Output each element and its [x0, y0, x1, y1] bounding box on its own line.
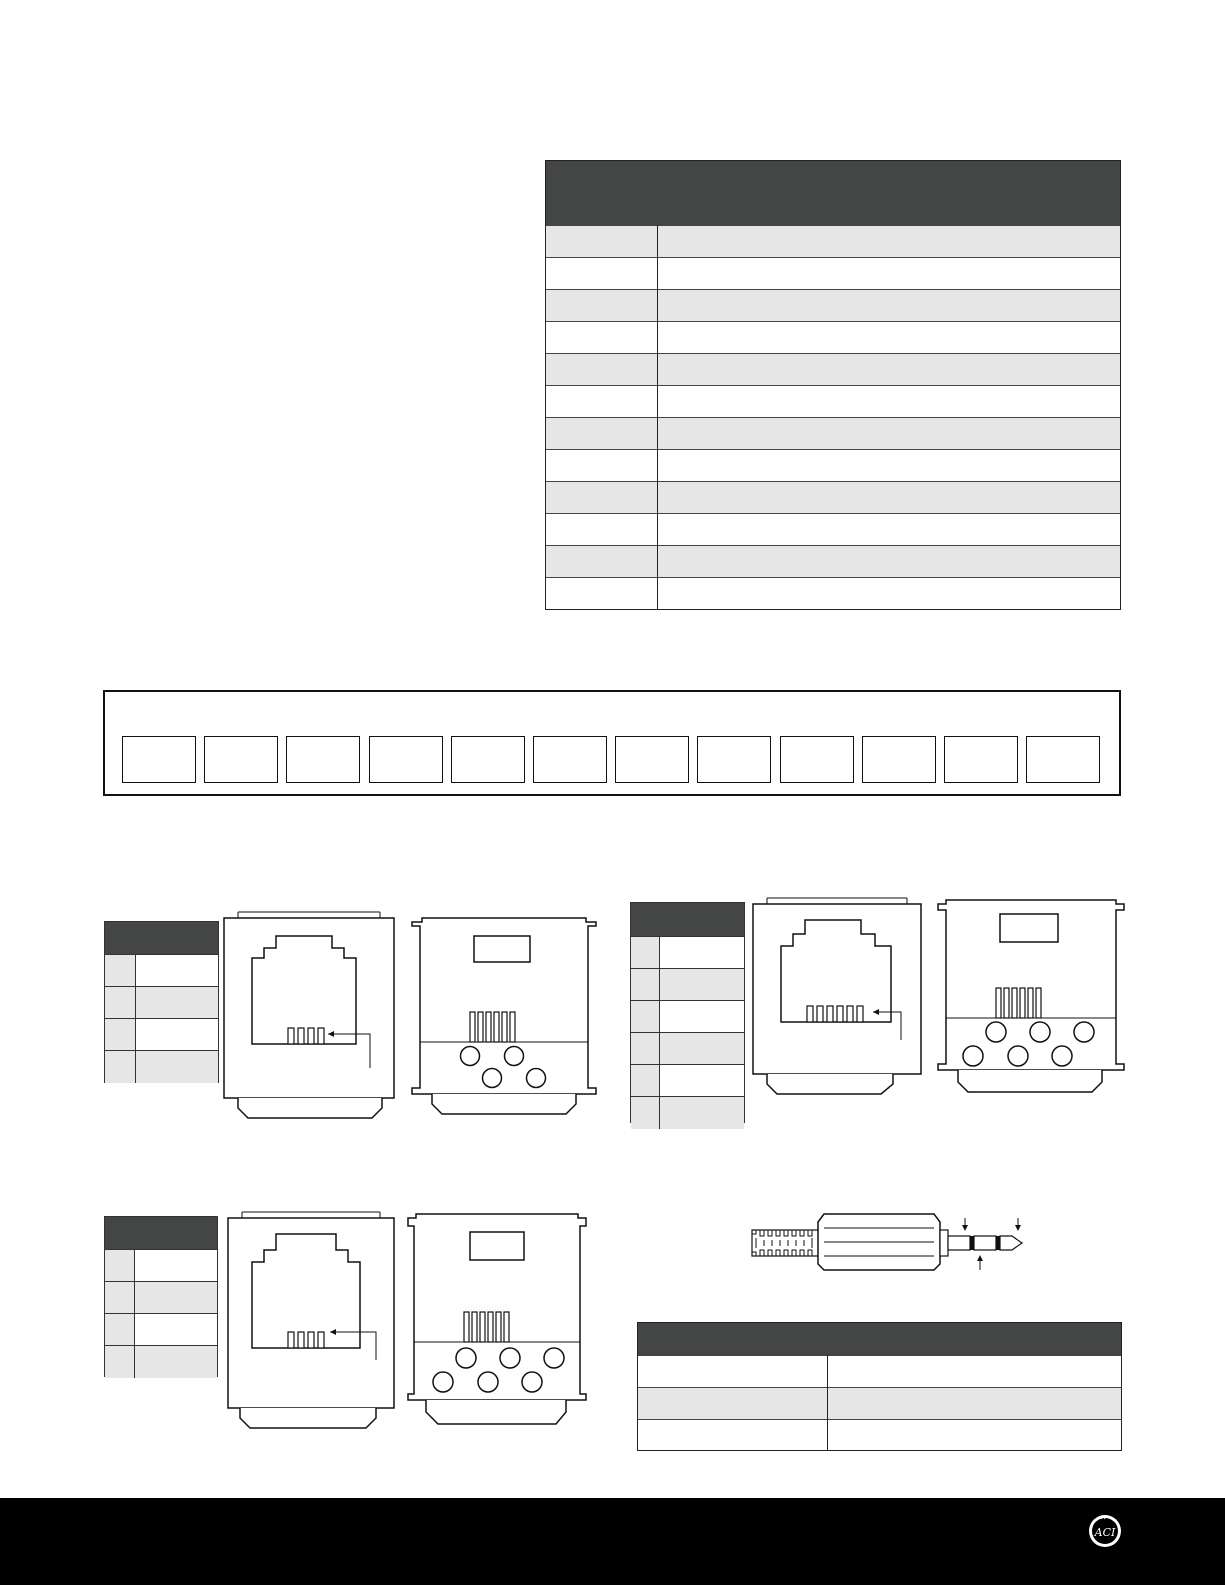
contact-pin — [288, 1332, 294, 1348]
row-label — [546, 482, 665, 514]
audio-plug-diagram — [750, 1212, 1030, 1282]
table-row — [546, 449, 1120, 482]
table-row — [546, 481, 1120, 514]
pin-number-cell — [105, 1282, 134, 1314]
contact-pin — [288, 1028, 294, 1044]
pin-signal-cell — [659, 1065, 744, 1097]
row-value — [658, 386, 1120, 418]
rj12-rear-view — [936, 900, 1126, 1104]
rj11-pin-table — [104, 921, 219, 1083]
row-value — [658, 514, 1120, 546]
pin-table-header — [105, 1217, 217, 1249]
table-row — [638, 1387, 1121, 1420]
pin-signal-cell — [134, 1282, 217, 1314]
aci-logo-icon — [1087, 1513, 1123, 1549]
row-label — [546, 386, 665, 418]
pin-signal-cell — [659, 937, 744, 969]
table-row — [546, 513, 1120, 546]
pin-assignment-table — [545, 160, 1121, 610]
row-value — [828, 1388, 1121, 1420]
contact-pin — [494, 1012, 499, 1042]
contact-pin — [298, 1028, 304, 1044]
rj11-rear-view — [410, 918, 598, 1124]
table-row — [546, 353, 1120, 386]
rj11b-pin-table — [104, 1216, 218, 1377]
pin-signal-cell — [134, 1250, 217, 1282]
row-label — [546, 450, 665, 482]
terminal-4 — [369, 736, 443, 783]
pin-row — [631, 1064, 744, 1097]
pin-number-cell — [105, 955, 135, 987]
table-row — [638, 1419, 1121, 1452]
contact-pin — [488, 1312, 493, 1342]
table-row — [546, 417, 1120, 450]
table-row — [546, 289, 1120, 322]
row-label — [638, 1388, 827, 1420]
contact-pin — [1004, 988, 1009, 1018]
pin-signal-cell — [659, 1033, 744, 1065]
row-value — [658, 290, 1120, 322]
rj11b-rear-view — [406, 1214, 590, 1432]
contact-pin — [472, 1312, 477, 1342]
row-value — [828, 1356, 1121, 1388]
contact-pin — [478, 1012, 483, 1042]
pin-row — [105, 954, 218, 987]
pin-row — [105, 986, 218, 1019]
pin-row — [631, 1032, 744, 1065]
row-value — [658, 482, 1120, 514]
terminal-8 — [697, 736, 771, 783]
pin-row — [105, 1018, 218, 1051]
pin-signal-cell — [135, 1051, 218, 1083]
row-value — [658, 258, 1120, 290]
pin-row — [105, 1281, 217, 1314]
pin-signal-cell — [134, 1314, 217, 1346]
pin-signal-cell — [135, 955, 218, 987]
contact-pin — [504, 1312, 509, 1342]
pin-number-cell — [105, 1314, 134, 1346]
column-divider — [657, 225, 658, 609]
pin-signal-cell — [135, 1019, 218, 1051]
rj12-pin-table — [630, 902, 745, 1123]
contact-pin — [847, 1006, 853, 1022]
pin-number-cell — [631, 937, 659, 969]
pin-row — [631, 936, 744, 969]
terminal-10 — [862, 736, 936, 783]
row-label — [638, 1356, 827, 1388]
contact-pin — [318, 1332, 324, 1348]
row-value — [658, 578, 1120, 610]
row-value — [658, 226, 1120, 258]
row-value — [658, 354, 1120, 386]
table-row — [546, 225, 1120, 258]
pin-row — [105, 1249, 217, 1282]
pin-number-cell — [105, 1250, 134, 1282]
pin-signal-cell — [135, 987, 218, 1019]
table-row — [546, 577, 1120, 610]
row-label — [546, 418, 665, 450]
contact-pin — [510, 1012, 515, 1042]
row-value — [658, 450, 1120, 482]
pin-row — [105, 1313, 217, 1346]
rj12-front-view — [751, 898, 923, 1104]
terminal-5 — [451, 736, 525, 783]
pin-number-cell — [631, 1065, 659, 1097]
terminal-7 — [615, 736, 689, 783]
row-value — [658, 418, 1120, 450]
terminal-2 — [204, 736, 278, 783]
contact-pin — [486, 1012, 491, 1042]
row-label — [546, 354, 665, 386]
contact-pin — [318, 1028, 324, 1044]
pin-row — [105, 1345, 217, 1378]
table-row — [546, 545, 1120, 578]
terminal-strip — [103, 690, 1121, 796]
row-label — [546, 514, 665, 546]
audio-jack-table — [637, 1322, 1122, 1451]
rj11b-front-view — [226, 1212, 402, 1434]
table-header — [546, 161, 1120, 225]
pin-number-cell — [105, 1346, 134, 1378]
pin-row — [631, 1000, 744, 1033]
pin-row — [105, 1050, 218, 1083]
pin-signal-cell — [659, 969, 744, 1001]
row-label — [546, 258, 665, 290]
pin-number-cell — [631, 969, 659, 1001]
rj11-front-view — [222, 916, 398, 1128]
table-row — [546, 385, 1120, 418]
contact-pin — [857, 1006, 863, 1022]
terminal-1 — [122, 736, 196, 783]
logo-text: ACI — [1094, 1526, 1116, 1539]
contact-pin — [496, 1312, 501, 1342]
contact-pin — [308, 1028, 314, 1044]
terminal-12 — [1026, 736, 1100, 783]
pin-number-cell — [631, 1097, 659, 1129]
pin-number-cell — [105, 1019, 135, 1051]
contact-pin — [298, 1332, 304, 1348]
contact-pin — [480, 1312, 485, 1342]
table-header — [638, 1323, 1121, 1355]
contact-pin — [807, 1006, 813, 1022]
table-row — [638, 1355, 1121, 1388]
row-label — [546, 546, 665, 578]
pin-table-header — [631, 903, 744, 936]
contact-pin — [464, 1312, 469, 1342]
row-value — [658, 322, 1120, 354]
contact-pin — [1036, 988, 1041, 1018]
row-label — [546, 578, 665, 610]
contact-pin — [837, 1006, 843, 1022]
contact-pin — [470, 1012, 475, 1042]
terminal-9 — [780, 736, 854, 783]
pin-row — [631, 1096, 744, 1129]
contact-pin — [502, 1012, 507, 1042]
pin-number-cell — [105, 1051, 135, 1083]
table-row — [546, 321, 1120, 354]
contact-pin — [308, 1332, 314, 1348]
pin-signal-cell — [134, 1346, 217, 1378]
contact-pin — [1028, 988, 1033, 1018]
page-footer — [0, 1498, 1225, 1585]
pin-signal-cell — [659, 1001, 744, 1033]
contact-pin — [1012, 988, 1017, 1018]
contact-pin — [996, 988, 1001, 1018]
pin-number-cell — [631, 1001, 659, 1033]
row-value — [828, 1420, 1121, 1452]
contact-pin — [827, 1006, 833, 1022]
terminal-11 — [944, 736, 1018, 783]
contact-pin — [1020, 988, 1025, 1018]
terminal-6 — [533, 736, 607, 783]
pin-table-header — [105, 922, 218, 954]
row-label — [546, 226, 665, 258]
row-label — [638, 1420, 827, 1452]
column-divider — [827, 1355, 828, 1450]
row-label — [546, 290, 665, 322]
terminal-3 — [286, 736, 360, 783]
pin-number-cell — [631, 1033, 659, 1065]
pin-number-cell — [105, 987, 135, 1019]
pin-row — [631, 968, 744, 1001]
table-row — [546, 257, 1120, 290]
contact-pin — [817, 1006, 823, 1022]
row-label — [546, 322, 665, 354]
pin-signal-cell — [659, 1097, 744, 1129]
row-value — [658, 546, 1120, 578]
